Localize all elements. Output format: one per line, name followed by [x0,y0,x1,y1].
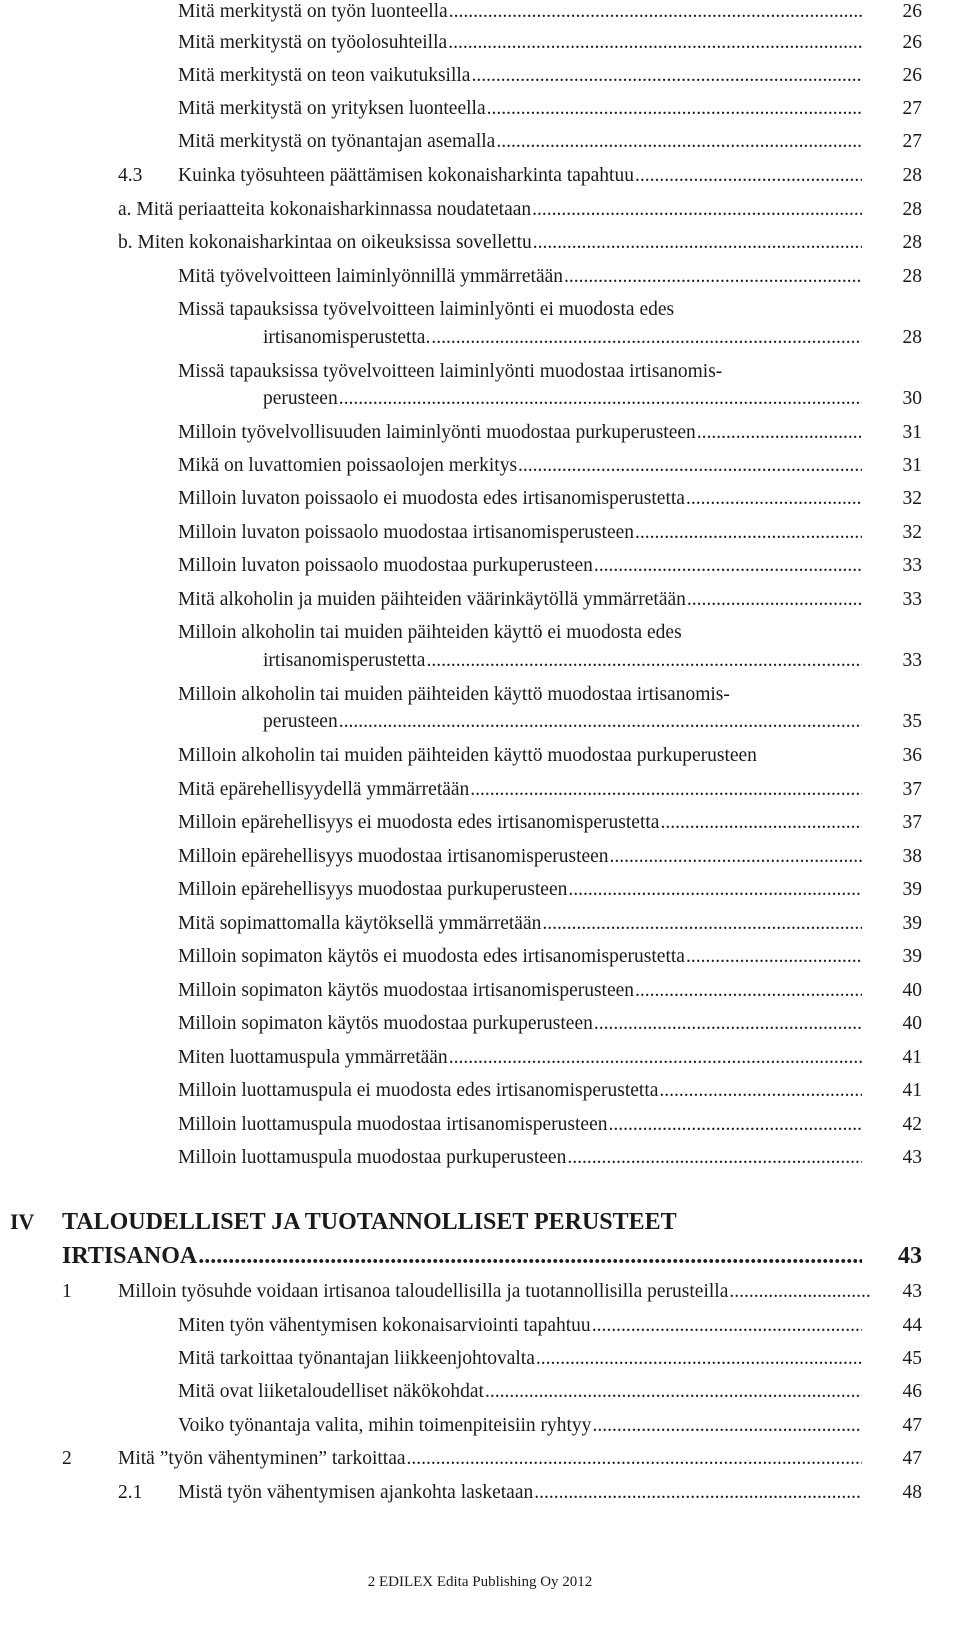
part-title [62,1240,922,1272]
toc-entry-text: Milloin epärehellisyys muodostaa purkuperusteen [178,879,568,900]
toc-entry [178,28,922,58]
toc-entry-text: Milloin epärehellisyys ei muodosta edes irtisanomisperustetta [178,812,660,833]
toc-entry [178,775,922,805]
toc-page-number: 33 [902,555,922,576]
section-number: 2 [62,1448,72,1469]
toc-entry [178,1411,922,1441]
toc-entry-text: Mitä merkitystä on työolosuhteilla [178,32,448,53]
toc-entry [118,1444,922,1474]
toc-entry-text: Mitä epärehellisyydellä ymmärretään [178,779,470,800]
toc-page-number: 32 [902,522,922,543]
toc-entry-text: Mitä merkitystä on työn luonteella [178,1,448,22]
toc-entry [178,61,922,91]
toc-entry-text: perusteen [263,711,338,732]
toc-entry-text: Mitä merkitystä on teon vaikutuksilla [178,65,471,86]
toc-page-number: 36 [902,745,922,766]
toc-entry-text: Milloin epärehellisyys muodostaa irtisanomisperusteen [178,846,609,867]
toc-entry-text: Voiko työnantaja valita, mihin toimenpiteisiin ryhtyy [178,1415,592,1436]
toc-page-number: 45 [902,1348,922,1369]
toc-entry-text: Mitä työvelvoitteen laiminlyönnillä ymmärretään [178,266,564,287]
toc-entry [178,94,922,124]
toc-page-number: 37 [902,779,922,800]
page-footer: 2 EDILEX Edita Publishing Oy 2012 [367,1574,593,1590]
toc-entry-line: Milloin alkoholin tai muiden päihteiden käyttö ei muodosta edes [178,622,682,643]
toc-page-number: 44 [902,1315,922,1336]
toc-page-number: 48 [902,1482,922,1503]
toc-entry-text: irtisanomisperustetta [263,650,426,671]
toc-page-number: 28 [902,327,922,348]
toc-entry [178,518,922,548]
toc-entry [263,384,922,414]
toc-entry [178,942,922,972]
toc-page-number: 30 [902,388,922,409]
toc-page-number: 27 [902,98,922,119]
toc-entry-text: Milloin luottamuspula muodostaa irtisanomisperusteen [178,1114,608,1135]
toc-entry [178,875,922,905]
toc-page-number: 41 [902,1080,922,1101]
toc-entry [178,127,922,157]
toc-entry [178,262,922,292]
toc-page-number: 39 [902,879,922,900]
toc-entry-text: Mitä ”työn vähentyminen” tarkoittaa [118,1448,406,1469]
toc-entry-text: Miten työn vähentymisen kokonaisarviointi tapahtuu [178,1315,591,1336]
toc-entry [178,1311,922,1341]
toc-entry-text: Milloin sopimaton käytös muodostaa irtisanomisperusteen [178,980,635,1001]
toc-entry [263,646,922,676]
toc-page-number: 28 [902,199,922,220]
toc-entry-text: Mitä sopimattomalla käytöksellä ymmärretään [178,913,542,934]
toc-entry-text: Milloin luvaton poissaolo muodostaa irtisanomisperusteen [178,522,635,543]
toc-page-number: 39 [902,913,922,934]
toc-page-number: 33 [902,650,922,671]
toc-entry [118,195,922,225]
toc-entry-text: Milloin luvaton poissaolo ei muodosta edes irtisanomisperustetta [178,488,685,509]
toc-entry-text: Milloin työvelvollisuuden laiminlyönti muodostaa purkuperusteen [178,422,696,443]
toc-entry-text: Milloin luottamuspula ei muodosta edes irtisanomisperustetta [178,1080,659,1101]
toc-entry [178,585,922,615]
toc-page-number: 33 [902,589,922,610]
toc-entry [263,707,922,737]
toc-entry [178,1478,922,1508]
section-number: 2.1 [118,1482,143,1503]
toc-page-number: 28 [902,266,922,287]
toc-page-number: 47 [902,1415,922,1436]
toc-entry-text: b. Miten kokonaisharkintaa on oikeuksissa sovellettu [118,232,532,253]
part-number: IV [10,1209,35,1234]
toc-entry [178,909,922,939]
toc-entry-text: Milloin alkoholin tai muiden päihteiden käyttö muodostaa purkuperusteen [178,745,757,766]
toc-entry-text: Mistä työn vähentymisen ajankohta lasketaan [178,1482,534,1503]
toc-entry-text: Milloin luottamuspula muodostaa purkuperusteen [178,1147,567,1168]
toc-entry-text: Kuinka työsuhteen päättämisen kokonaisharkinta tapahtuu [178,165,634,186]
toc-entry [178,551,922,581]
toc-entry [178,1344,922,1374]
toc-entry [118,228,922,258]
toc-entry-text: Milloin luvaton poissaolo muodostaa purkuperusteen [178,555,593,576]
toc-page-number: 40 [902,1013,922,1034]
toc-entry [178,451,922,481]
toc-entry [178,418,922,448]
toc-entry-text: Milloin työsuhde voidaan irtisanoa taloudellisilla ja tuotannollisilla perusteilla [118,1281,729,1302]
toc-page-number: 28 [902,165,922,186]
toc-entry-text: Mitä alkoholin ja muiden päihteiden väärinkäytöllä ymmärretään [178,589,686,610]
toc-entry [178,1043,922,1073]
toc-page-number: 42 [902,1114,922,1135]
toc-page-number: 26 [902,1,922,22]
toc-page-number: 41 [902,1047,922,1068]
toc-entry [263,323,922,353]
toc-page-number: 43 [898,1243,922,1269]
toc-entry [178,0,922,27]
toc-entry-line: Milloin alkoholin tai muiden päihteiden käyttö muodostaa irtisanomis- [178,684,730,705]
toc-entry [178,484,922,514]
toc-page-number: 38 [902,846,922,867]
section-number: 4.3 [118,165,143,186]
toc-page-number: 43 [902,1147,922,1168]
toc-entry-text: Milloin sopimaton käytös ei muodosta edes irtisanomisperustetta [178,946,685,967]
section-number: 1 [62,1281,72,1302]
toc-entry [178,1377,922,1407]
toc-page-number: 31 [902,455,922,476]
toc-entry [178,1076,922,1106]
part-title-line: TALOUDELLISET JA TUOTANNOLLISET PERUSTEET [62,1209,677,1235]
toc-entry [178,842,922,872]
toc-page-number: 46 [902,1381,922,1402]
toc-entry-line: Missä tapauksissa työvelvoitteen laiminlyönti ei muodosta edes [178,299,675,320]
toc-entry [178,1143,922,1173]
toc-entry [178,161,922,191]
toc-entry [178,976,922,1006]
toc-entry-text: irtisanomisperustetta. [263,327,431,348]
toc-entry-text: Mitä merkitystä on työnantajan asemalla [178,131,496,152]
toc-entry-text: Mitä merkitystä on yrityksen luonteella [178,98,486,119]
toc-page-number: 27 [902,131,922,152]
toc-page-number: 26 [902,32,922,53]
toc-entry-text: Mitä tarkoittaa työnantajan liikkeenjohtovalta [178,1348,535,1369]
toc-entry-text: Milloin sopimaton käytös muodostaa purkuperusteen [178,1013,593,1034]
toc-page-number: 32 [902,488,922,509]
toc-page-number: 47 [902,1448,922,1469]
toc-page-number: 37 [902,812,922,833]
toc-entry-text: perusteen [263,388,338,409]
toc-entry [178,1009,922,1039]
toc-page-number: 26 [902,65,922,86]
toc-page-number: 43 [902,1281,922,1302]
toc-entry [178,808,922,838]
toc-entry-text: a. Mitä periaatteita kokonaisharkinnassa noudatetaan [118,199,532,220]
toc-entry [178,1110,922,1140]
toc-entry-text: Mikä on luvattomien poissaolojen merkitys [178,455,518,476]
toc-page-number: 39 [902,946,922,967]
toc-entry [118,1277,922,1307]
toc-page-number: 28 [902,232,922,253]
toc-page-number: 31 [902,422,922,443]
toc-page-number: 35 [902,711,922,732]
toc-entry-line: Missä tapauksissa työvelvoitteen laiminlyönti muodostaa irtisanomis- [178,361,723,382]
toc-page-number: 40 [902,980,922,1001]
part-title-text: IRTISANOA [62,1243,198,1269]
toc-entry-text: Mitä ovat liiketaloudelliset näkökohdat [178,1381,484,1402]
toc-entry-text: Miten luottamuspula ymmärretään [178,1047,448,1068]
